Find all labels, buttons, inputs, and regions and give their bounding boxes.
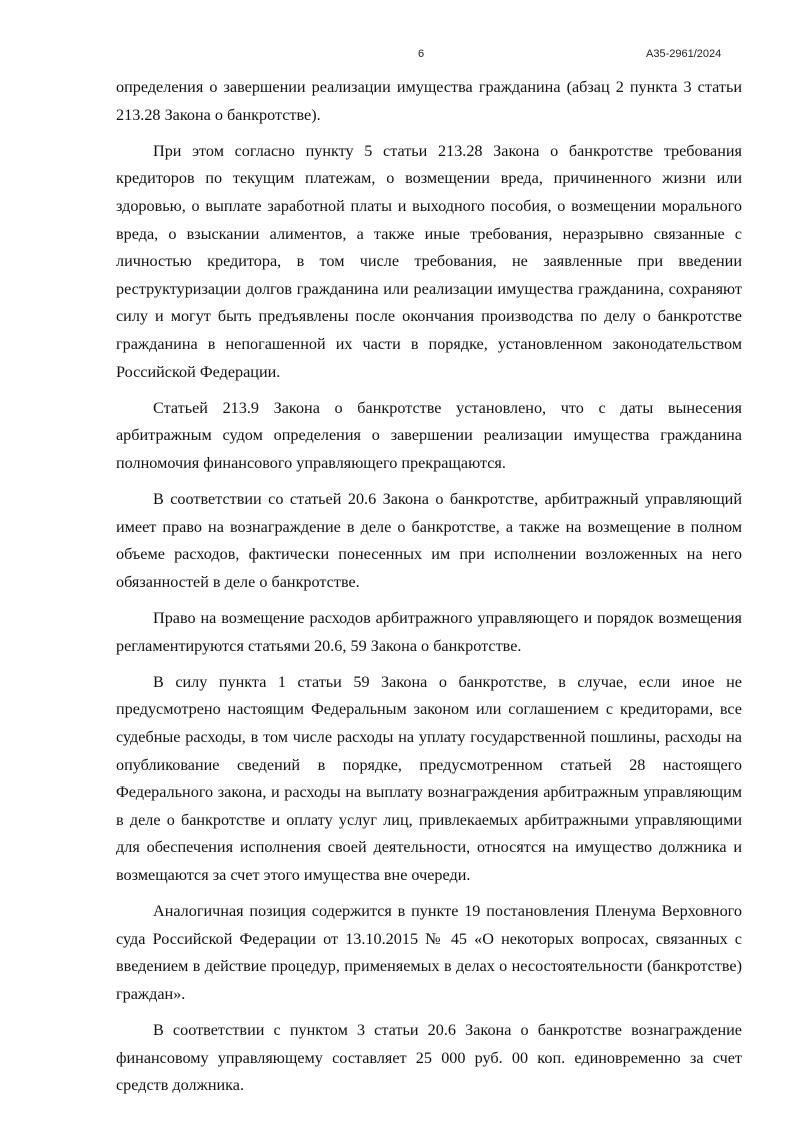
paragraph: Статьей 213.9 Закона о банкротстве установлено, что с даты вынесения арбитражным судом определения о завершении реализации имущества гражданина полномочия финансового управляющего прекращаются.	[116, 398, 742, 472]
paragraph: Аналогичная позиция содержится в пункте 19 постановления Пленума Верховного суда Российской Федерации от 13.10.2015 № 45 «О некоторых вопросах, связанных с введением в действие процедур, применяемых в делах о несостоятельности (банкротстве) граждан».	[116, 902, 742, 1003]
paragraph: В соответствии с пунктом 3 статьи 20.6 Закона о банкротстве вознаграждение финансовому управляющему составляет 25 000 руб. 00 коп. единовременно за счет средств должника.	[116, 1021, 742, 1095]
paragraph: Право на возмещение расходов арбитражного управляющего и порядок возмещения регламентируются статьями 20.6, 59 Закона о банкротстве.	[116, 609, 742, 655]
paragraph: В соответствии со статьей 20.6 Закона о банкротстве, арбитражный управляющий имеет право на вознаграждение в деле о банкротстве, а также на возмещение в полном объеме расходов, фактически понесенных им при исполнении возложенных на него обязанностей в деле о банкротстве.	[116, 490, 742, 591]
page-number: 6	[418, 48, 425, 60]
paragraph: При этом согласно пункту 5 статьи 213.28 Закона о банкротстве требования кредиторов по текущим платежам, о возмещении вреда, причиненного жизни или здоровью, о выплате заработной платы и выходного пособия, о возмещении морального вреда, о взыскании алиментов, а также иные требования, неразрывно связанные с личностью кредитора, в том числе требования, не заявленные при введении реструктуризации долгов гражданина или реализации имущества гражданина, сохраняют силу и могут быть предъявлены после окончания производства по делу о банкротстве гражданина в непогашенной их части в порядке, установленном законодательством Российской Федерации.	[116, 141, 742, 381]
paragraph: определения о завершении реализации имущества гражданина (абзац 2 пункта 3 статьи 213.28 Закона о банкротстве).	[116, 78, 742, 124]
document-body	[116, 74, 742, 1109]
case-number: А35-2961/2024	[646, 48, 722, 60]
paragraph: В силу пункта 1 статьи 59 Закона о банкротстве, в случае, если иное не предусмотрено настоящим Федеральным законом или соглашением с кредиторами, все судебные расходы, в том числе расходы на уплату государственной пошлины, расходы на опубликование сведений в порядке, предусмотренном статьей 28 настоящего Федерального закона, и расходы на выплату вознаграждения арбитражным управляющим в деле о банкротстве и оплату услуг лиц, привлекаемых арбитражными управляющими для обеспечения исполнения своей деятельности, относятся на имущество должника и возмещаются за счет этого имущества вне очереди.	[116, 672, 742, 884]
